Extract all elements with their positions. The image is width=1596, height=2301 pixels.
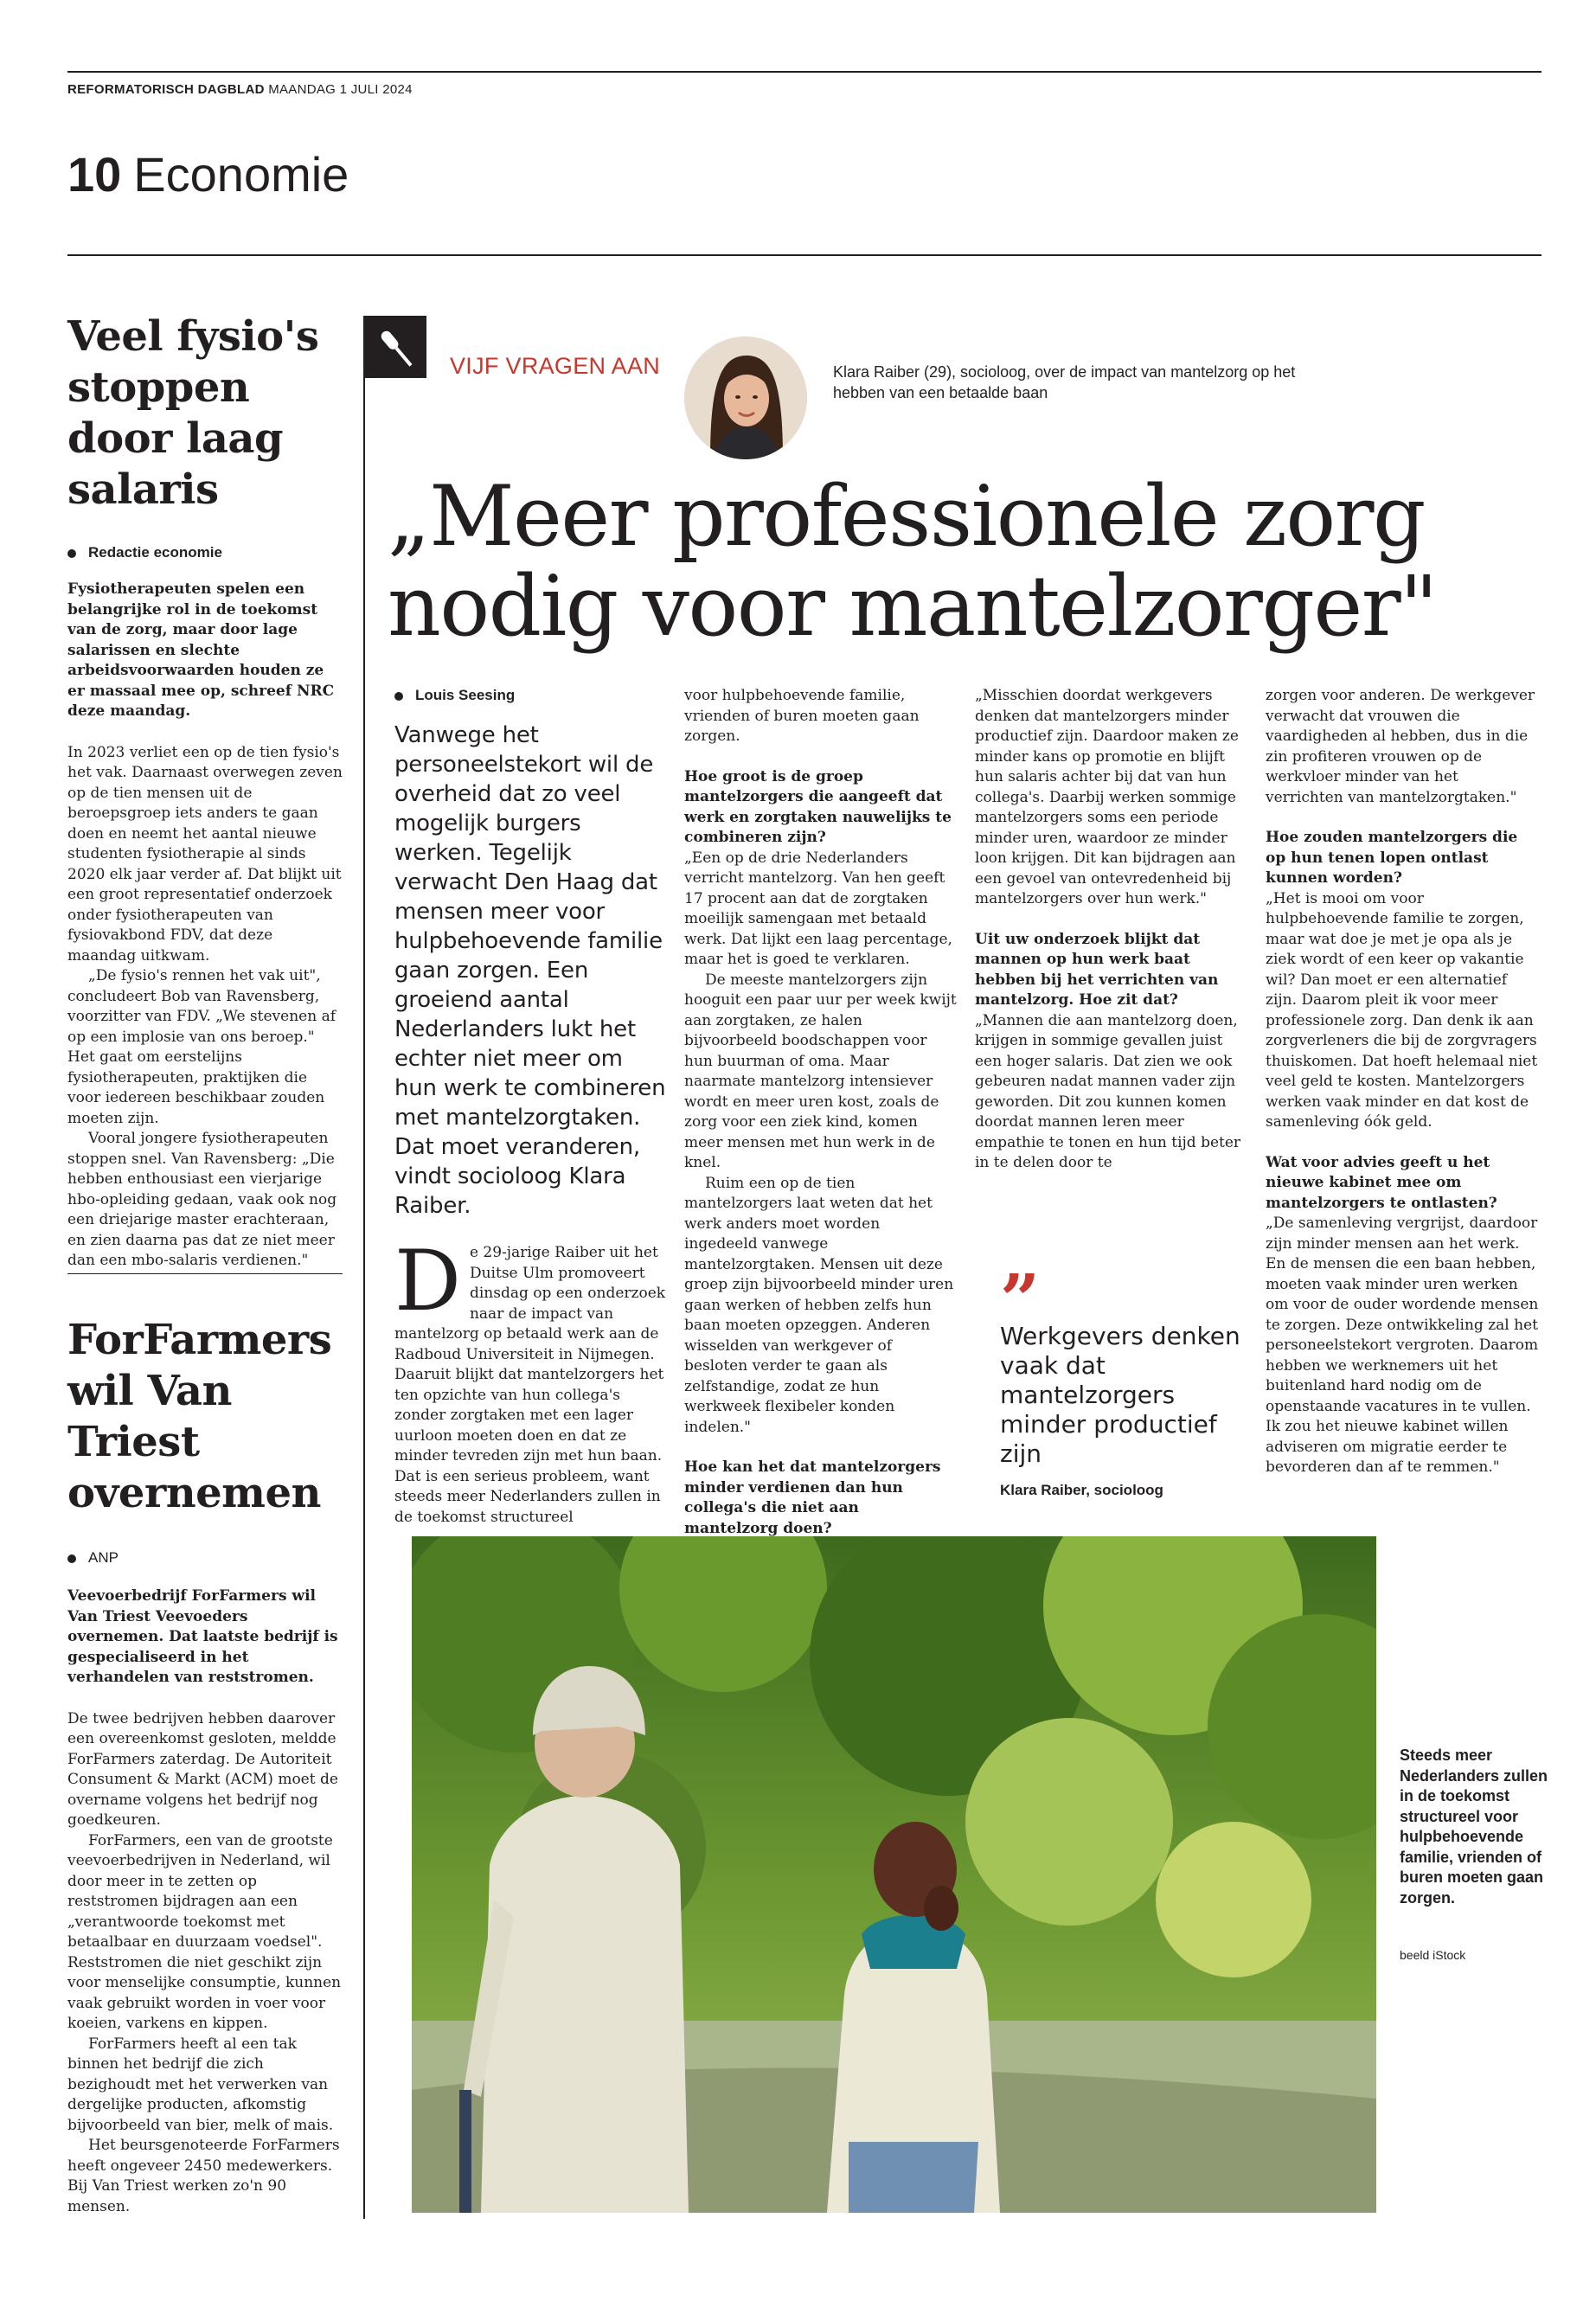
column-divider [363, 316, 365, 2219]
sidebar-story-fysio [67, 311, 343, 1272]
pull-quote [1000, 1273, 1259, 1500]
paragraph: „Misschien doordat werkgevers denken dat mantelzorgers minder productief zijn. Daardoor maken ze minder kans op promotie en blijft hun salaris achter bij dat van hun collega's. Daarbij werken sommige mantelzorgers soms een periode minder uren, waardoor ze minder loon krijgen. Dit kan bijdragen aan een gevoel van ontevredenheid bij mantelzorgers over hun werk." [975, 687, 1239, 907]
top-rule [67, 71, 1542, 73]
interview-answer [1266, 1214, 1539, 1478]
bullet-icon [67, 549, 76, 558]
pull-quote-text: Werkgevers denken vaak dat mantelzorgers minder productief zijn [1000, 1322, 1240, 1468]
paragraph: Het beursgenoteerde ForFarmers heeft ongeveer 2450 medewerkers. Bij Van Triest werken zo'n 90 mensen. [67, 2137, 340, 2215]
paragraph: „Een op de drie Nederlanders verricht mantelzorg. Van hen geeft 17 procent aan dat de zorgtaken moeilijk samengaan met betaald werk. Dat lijkt een laag percentage, maar het is goed te verklaren. [684, 849, 952, 968]
article-body [394, 1233, 668, 1528]
paragraph: „De samenleving vergrijst, daardoor zijn minder mensen aan het werk. En de mensen die een baan hebben, moeten vaak minder uren werken om voor de ouder wordende mensen te zorgen. Deze ontwikkeling zal het personeelstekort vergroten. Daarom hebben we werknemers uit het buitenland hard nodig om de openstaande vacatures in te vullen. Ik zou het nieuwe kabinet willen adviseren om migratie eerder te bevorderen dan af te remmen." [1266, 1215, 1539, 1476]
section-rule [67, 254, 1542, 256]
story-lead: Fysiotherapeuten spelen een belangrijke rol in de toekomst van de zorg, maar door lage salarissen en slechte arbeidsvoorwaarden houden ze er massaal mee op, schreef NRC deze maandag. [67, 580, 335, 720]
story-body [67, 743, 343, 1272]
article-photo [412, 1536, 1376, 2213]
section-header [67, 147, 349, 202]
interview-answer [975, 686, 1248, 910]
paragraph: De twee bedrijven hebben daarover een overeenkomst gesloten, meldde ForFarmers zaterdag. De Autoriteit Consument & Markt (ACM) moet de overname volgens het bedrijf nog goedkeuren. [67, 1709, 338, 1829]
article-body [684, 686, 958, 747]
paragraph: ForFarmers heeft al een tak binnen het bedrijf die zich bezighoudt met het verwerken van dergelijke producten, afkomstig bijvoorbeeld van bier, melk of mais. [67, 2035, 334, 2134]
story-byline [67, 543, 343, 562]
interview-answer [1266, 889, 1539, 1133]
story-headline: ForFarmers wil Van Triest overnemen [67, 1316, 332, 1517]
article-column-1 [394, 686, 668, 1528]
paragraph: In 2023 verliet een op de tien fysio's het vak. Daarnaast overwegen zeven op de tien mensen uit de beroepsgroep iets anders te gaan doen en neemt het aantal nieuwe studenten fysiotherapie al sinds 2020 elk jaar verder af. Dat blijkt uit een groot representatief onderzoek onder fysiotherapeuten van fysiovakbond FDV, dat deze maandag uitkwam. [67, 743, 343, 965]
paragraph: e 29-jarige Raiber uit het Duitse Ulm promoveert dinsdag op een onderzoek naar de impact van mantelzorg op betaald werk aan de Radboud Universiteit in Nijmegen. Daaruit blijkt dat mantelzorgers het ten opzichte van hun collega's zonder zorgtaken met een lager uurloon moeten doen en dat ze minder tevreden zijn met hun baan. Dat is een serieus probleem, want steeds meer Nederlanders zullen in de toekomst structureel [394, 1244, 666, 1526]
avatar [684, 336, 807, 459]
paragraph: „Het is mooi om voor hulpbehoevende familie te zorgen, maar wat doe je met je opa als je ziek wordt of een keer op vakantie wil? Dan moet er een alternatief zijn. Daarom pleit ik voor meer professionele zorg. Dan denk ik aan zorgverleners die bij de zorgvragers thuiskomen. Dat hoeft helemaal niet veel geld te kosten. Mantelzorgers werken vaak minder en dat kost de samenleving óók geld. [1266, 889, 1538, 1131]
sidebar-story-forfarmers [67, 1315, 343, 2217]
interview-question: Hoe groot is de groep mantelzorgers die aangeeft dat werk en zorgtaken nauwelijks te combineren zijn? [684, 767, 952, 846]
paragraph: Ruim een op de tien mantelzorgers laat weten dat het werk anders moet worden ingedeeld vanwege mantelzorgtaken. Mensen uit deze groep zijn bijvoorbeeld minder uren gaan werken of hebben zelfs hun baan moeten opzeggen. Anderen wisselden van werkgever of besloten verder te gaan als zelfstandige, zodat ze hun werkweek flexibeler konden indelen." [684, 1174, 954, 1436]
microphone-icon [364, 316, 426, 378]
paragraph: zorgen voor anderen. De werkgever verwacht dat vrouwen die vaardigheden al hebben, dus in die zin profiteren vrouwen op de werkvloer minder van het verrichten van mantelzorgtaken." [1266, 687, 1535, 806]
section-name: Economie [133, 147, 349, 202]
story-lead: Veevoerbedrijf ForFarmers wil Van Triest Veevoeders overnemen. Dat laatste bedrijf is gespecialiseerd in het verhandelen van reststromen. [67, 1587, 338, 1686]
bullet-icon [67, 1554, 76, 1563]
interview-question: Hoe zouden mantelzorgers die op hun tenen lopen ontlast kunnen worden? [1266, 829, 1518, 887]
paragraph: ForFarmers, een van de grootste veevoerbedrijven in Nederland, wil door meer in te zetten op reststromen bijdragen aan een „verantwoorde toekomst met betaalbaar en duurzaam voedsel". Reststromen die niet geschikt zijn voor menselijke consumptie, kunnen vaak gebruikt worden in voer voor koeien, varkens en kippen. [67, 1831, 342, 2032]
article-column-3 [975, 686, 1248, 1174]
pull-quote-source: Klara Raiber, socioloog [1000, 1482, 1163, 1498]
issue-date: MAANDAG 1 JULI 2024 [268, 82, 413, 97]
interview-question: Hoe kan het dat mantelzorgers minder verdienen dan hun collega's die niet aan mantelzorg doen? [684, 1458, 941, 1537]
drop-cap: D [394, 1233, 461, 1330]
interview-answer [684, 849, 958, 1439]
story-headline: Veel fysio's stoppen door laag salaris [67, 312, 319, 514]
interview-answer [1266, 686, 1539, 808]
paragraph: Vooral jongere fysiotherapeuten stoppen snel. Van Ravensberg: „Die hebben enthousiast een vierjarige hbo-opleiding gedaan, vaak ook nog een driejarige master erachteraan, en zien daarna pas dat ze niet meer dan een mbo-salaris verdienen." [67, 1130, 337, 1269]
story-body [67, 1709, 343, 2218]
article-column-4 [1266, 686, 1539, 1478]
paragraph: „De fysio's rennen het vak uit", concludeert Bob van Ravensberg, voorzitter van FDV. „We stevenen af op een implosie van ons beroep." Het gaat om eerstelijns fysiotherapeuten, praktijken die voor iedereen beschikbaar zouden moeten zijn. [67, 967, 337, 1127]
paragraph: De meeste mantelzorgers zijn hooguit een paar uur per week kwijt aan zorgtaken, ze halen bijvoorbeeld boodschappen voor hun buurman of oma. Maar naarmate mantelzorg intensiever wordt en meer uren kost, zoals de zorg voor een ziek kind, komen meer mensen met hun werk in de knel. [684, 971, 957, 1171]
byline-text: ANP [88, 1549, 119, 1566]
byline-text: Louis Seesing [415, 687, 516, 703]
paragraph: „Mannen die aan mantelzorg doen, krijgen in sommige gevallen juist een hoger salaris. Dat zien we ook gebeuren nadat mannen vader zijn geworden. Dit zou kunnen komen doordat mannen leren meer empathie te tonen en hun tijd beter in te delen door te [975, 1011, 1241, 1171]
byline-text: Redactie economie [88, 544, 222, 561]
page-number: 10 [67, 147, 122, 202]
paper-name: REFORMATORISCH DAGBLAD [67, 82, 265, 97]
interview-question: Wat voor advies geeft u het nieuwe kabinet mee om mantelzorgers te ontlasten? [1266, 1153, 1497, 1212]
story-byline [67, 1548, 343, 1567]
photo-caption: Steeds meer Nederlanders zullen in de toekomst structureel voor hulpbehoevende familie, vrienden of buren moeten gaan zorgen. [1400, 1747, 1548, 1907]
bullet-icon [394, 692, 403, 701]
article-byline [394, 686, 668, 705]
interview-question: Uit uw onderzoek blijkt dat mannen op hun werk baat hebben bij het verrichten van mantelzorg. Hoe zit dat? [975, 930, 1219, 1009]
article-headline: „Meer professionele zorg nodig voor mantelzorger" [388, 468, 1437, 655]
sidebar-separator [67, 1273, 343, 1274]
quote-mark-icon: ” [1000, 1273, 1041, 1322]
masthead [67, 82, 413, 97]
article-deck: Vanwege het personeelstekort wil de overheid dat zo veel mogelijk burgers werken. Tegelijk verwacht Den Haag dat mensen meer voor hulpbehoevende familie gaan zorgen. Een groeiend aantal Nederlanders lukt het echter niet meer om hun werk te combineren met mantelzorgtaken. Dat moet veranderen, vindt socioloog Klara Raiber. [394, 722, 666, 1219]
paragraph: voor hulpbehoevende familie, vrienden of buren moeten gaan zorgen. [684, 687, 920, 745]
kicker: VIJF VRAGEN AAN [450, 353, 661, 379]
interview-intro: Klara Raiber (29), socioloog, over de impact van mantelzorg op het hebben van een betaalde baan [833, 363, 1296, 401]
photo-credit: beeld iStock [1400, 1948, 1466, 1962]
interview-answer [975, 1011, 1248, 1174]
article-column-2 [684, 686, 958, 1539]
